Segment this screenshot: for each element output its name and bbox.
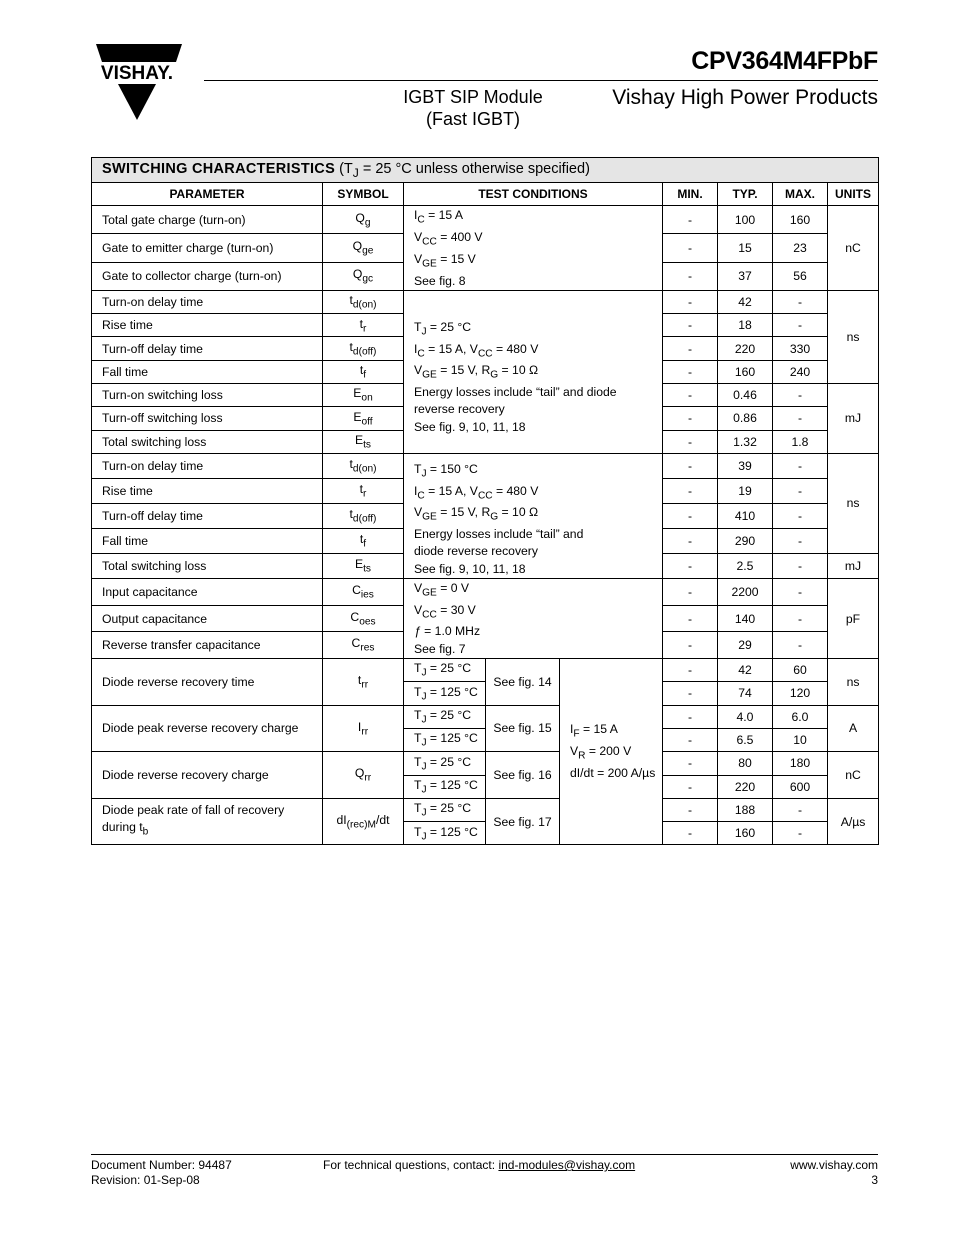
page-number: 3 bbox=[871, 1173, 878, 1187]
cond-switching-25: $T_J = 25$ °C $I_C = 15$ A, $V_{CC} = 480$ V $V_{GE} = 15$ V, $R_G = 10$ Ω Energy losses include “tail” and diode reverse recovery See fig. 9, 10, 11, 18 bbox=[404, 290, 663, 453]
header-row bbox=[92, 183, 879, 206]
cond-capacitance: $V_{GE} = 0$ V $V_{CC} = 30$ V ƒ = 1.0 MHz See fig. 7 bbox=[404, 578, 663, 658]
product-type-line1: IGBT SIP Module bbox=[403, 87, 543, 107]
vishay-logo bbox=[90, 44, 184, 120]
cond-diode-common: $I_F = 15$ A $V_R = 200$ V dI/dt = 200 A/µs bbox=[560, 659, 663, 845]
part-number: CPV364M4FPbF bbox=[691, 47, 878, 75]
product-type-line2: (Fast IGBT) bbox=[426, 109, 520, 129]
table-row: Turn-off delay time $t_{d(off)}$ - 220 330 bbox=[92, 337, 879, 360]
table-row: Fall time $t_f$ - 160 240 bbox=[92, 360, 879, 383]
document-number: Document Number: 94487 bbox=[91, 1158, 232, 1172]
table-row: Total switching loss $E_{ts}$ - 1.32 1.8 bbox=[92, 430, 879, 453]
table-row: Turn-on switching loss $E_{on}$ - 0.46 - mJ bbox=[92, 383, 879, 406]
table-row: Turn-off switching loss $E_{off}$ - 0.86 - bbox=[92, 407, 879, 430]
footer-rule bbox=[91, 1154, 878, 1155]
diode-row: $T_J = 125$ °C - 74 120 bbox=[92, 682, 879, 705]
header-max: MAX. bbox=[773, 183, 828, 206]
table-row: Gate to emitter charge (turn-on) $Q_{ge}$ - 15 23 bbox=[92, 234, 879, 262]
vishay-logo-graphic bbox=[90, 44, 184, 120]
table-row: Gate to collector charge (turn-on) $Q_{gc}$ - 37 56 bbox=[92, 262, 879, 290]
footer-doc-info bbox=[91, 1158, 232, 1188]
table-row: Reverse transfer capacitance $C_{res}$ - 29 - bbox=[92, 632, 879, 659]
diode-row: Diode peak rate of fall of recovery during $t_b$ $dI_{(rec)M}/dt$ $T_J = 25$ °C See fig. 17 - 188 - A/µs bbox=[92, 798, 879, 821]
table-title: SWITCHING CHARACTERISTICS ($T_J = 25$ °C unless otherwise specified) bbox=[92, 158, 879, 183]
footer-site bbox=[790, 1158, 878, 1188]
table-row: Rise time $t_r$ - 18 - bbox=[92, 314, 879, 337]
diode-row: Diode reverse recovery charge $Q_{rr}$ $T_J = 25$ °C See fig. 16 - 80 180 nC bbox=[92, 752, 879, 775]
table-row: Input capacitance $C_{ies}$ $V_{GE} = 0$ V $V_{CC} = 30$ V ƒ = 1.0 MHz See fig. 7 - 2200 - pF bbox=[92, 578, 879, 605]
cond-switching-150: $T_J = 150$ °C $I_C = 15$ A, $V_{CC} = 480$ V $V_{GE} = 15$ V, $R_G = 10$ Ω Energy losses include “tail” and diode reverse recovery See fig. 9, 10, 11, 18 bbox=[404, 453, 663, 578]
cond-gate-charge: $I_C = 15$ A $V_{CC} = 400$ V $V_{GE} = 15$ V See fig. 8 bbox=[404, 206, 663, 291]
division-name: Vishay High Power Products bbox=[612, 86, 878, 109]
header-rule bbox=[204, 80, 878, 81]
table-row: Output capacitance $C_{oes}$ - 140 - bbox=[92, 605, 879, 632]
table-row: Rise time $t_r$ - 19 - bbox=[92, 478, 879, 503]
diode-row: Diode peak reverse recovery charge $I_{rr}$ $T_J = 25$ °C See fig. 15 - 4.0 6.0 A bbox=[92, 705, 879, 728]
header-units: UNITS bbox=[828, 183, 879, 206]
table-row: Total gate charge (turn-on) $Q_g$ $I_C = 15$ A $V_{CC} = 400$ V $V_{GE} = 15$ V See fig. 8 - 100 160 nC bbox=[92, 206, 879, 234]
header-symbol: SYMBOL bbox=[323, 183, 404, 206]
product-type bbox=[388, 86, 558, 130]
table-row: Fall time $t_f$ - 290 - bbox=[92, 528, 879, 553]
table-row: Total switching loss $E_{ts}$ - 2.5 - mJ bbox=[92, 553, 879, 578]
diode-row: $T_J = 125$ °C - 6.5 10 bbox=[92, 728, 879, 751]
logo-text: VISHAY. bbox=[100, 63, 174, 84]
contact-email-link[interactable]: ind-modules@vishay.com bbox=[498, 1158, 636, 1172]
diode-row: Diode reverse recovery time $t_{rr}$ $T_J = 25$ °C See fig. 14 $I_F = 15$ A $V_R = 200$ V dI/dt = 200 A/µs - 42 60 ns bbox=[92, 659, 879, 682]
table-row: Turn-off delay time $t_{d(off)}$ - 410 - bbox=[92, 503, 879, 528]
switching-characteristics-table bbox=[91, 157, 879, 845]
header-parameter: PARAMETER bbox=[92, 183, 323, 206]
header-test-conditions: TEST CONDITIONS bbox=[404, 183, 663, 206]
header-typ: TYP. bbox=[718, 183, 773, 206]
revision: Revision: 01-Sep-08 bbox=[91, 1173, 200, 1187]
table-row: Turn-on delay time $t_{d(on)}$ $T_J = 150$ °C $I_C = 15$ A, $V_{CC} = 480$ V $V_{GE} = 15$ V, $R_G = 10$ Ω Energy losses include “tail” and diode reverse recovery See fig. 9, 10, 11, 18 - 39 - ns bbox=[92, 453, 879, 478]
table-row: Turn-on delay time $t_{d(on)}$ $T_J = 25$ °C $I_C = 15$ A, $V_{CC} = 480$ V $V_{GE} = 15$ V, $R_G = 10$ Ω Energy losses include “tail” and diode reverse recovery See fig. 9, 10, 11, 18 - 42 - ns bbox=[92, 290, 879, 313]
footer-contact: For technical questions, contact: ind-modules@vishay.com bbox=[323, 1158, 636, 1172]
diode-row: $T_J = 125$ °C - 220 600 bbox=[92, 775, 879, 798]
header-min: MIN. bbox=[663, 183, 718, 206]
website-link[interactable]: www.vishay.com bbox=[790, 1158, 878, 1172]
diode-row: $T_J = 125$ °C - 160 - bbox=[92, 822, 879, 845]
